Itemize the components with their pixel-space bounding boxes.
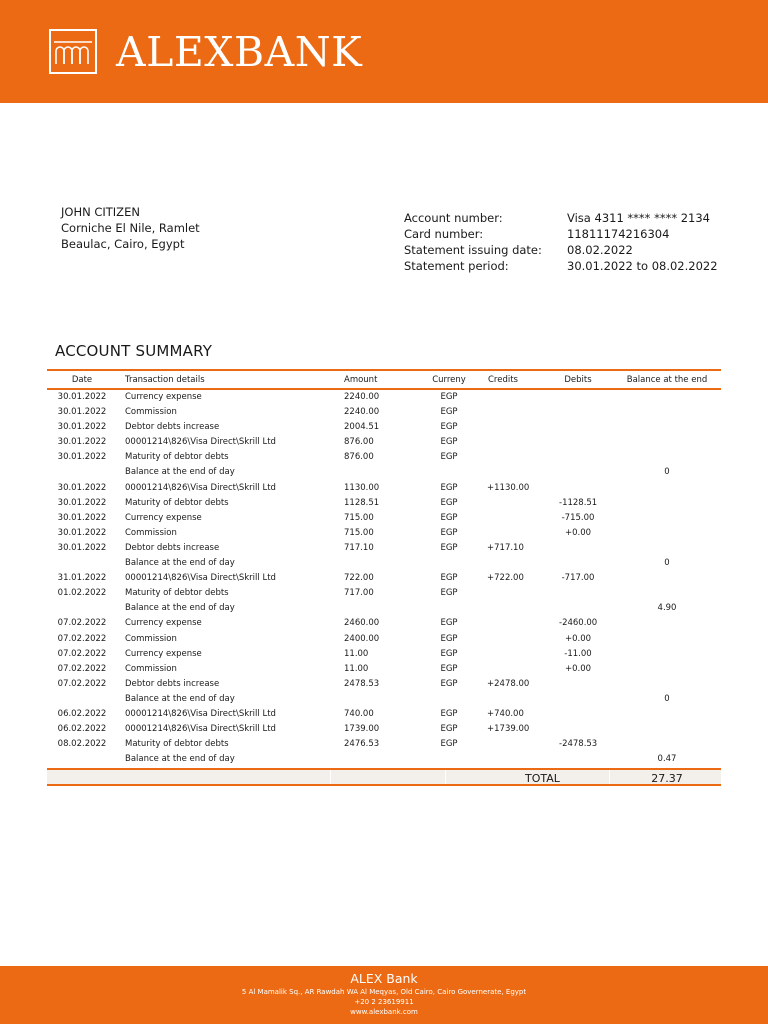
cell-currency: EGP <box>440 512 458 523</box>
cell-details: Maturity of debtor debts <box>125 452 229 463</box>
cell-debits: -2460.00 <box>559 618 598 629</box>
cell-date: 01.02.2022 <box>57 588 107 599</box>
table-header <box>47 369 721 390</box>
cell-details: Balance at the end of day <box>125 558 235 569</box>
cell-details: Currency expense <box>125 512 202 523</box>
cell-credits: +717.10 <box>487 542 524 553</box>
footer-address: 5 Al Mamalik Sq., AR Rawdah WA Al Meqyas, Old Cairo, Cairo Governerate, Egypt <box>241 988 527 996</box>
cell-currency: EGP <box>440 437 458 448</box>
cell-amount: 715.00 <box>344 512 374 523</box>
table-row <box>47 616 721 631</box>
cell-details: 00001214\826\Visa Direct\Skrill Ltd <box>125 437 276 448</box>
table-row <box>47 737 721 752</box>
table-row <box>47 541 721 556</box>
cell-details: Currency expense <box>125 392 202 402</box>
total-row-divider <box>445 770 446 784</box>
cell-currency: EGP <box>440 542 458 553</box>
cell-date: 30.01.2022 <box>57 422 107 433</box>
cell-credits: +1130.00 <box>487 482 530 493</box>
cell-credits: +740.00 <box>487 708 524 719</box>
column-header-details: Transaction details <box>125 375 205 385</box>
customer-address-line1: Corniche El Nile, Ramlet <box>61 221 200 235</box>
cell-currency: EGP <box>440 648 458 659</box>
cell-currency: EGP <box>440 678 458 689</box>
cell-balance: 0 <box>664 467 670 478</box>
cell-date: 08.02.2022 <box>57 739 107 750</box>
cell-details: Currency expense <box>125 618 202 629</box>
cell-details: Commission <box>125 663 177 674</box>
footer-phone: +20 2 23619911 <box>354 998 414 1006</box>
section-title: ACCOUNT SUMMARY <box>55 342 213 360</box>
cell-currency: EGP <box>440 618 458 629</box>
cell-currency: EGP <box>440 392 458 402</box>
account-number-label: Account number: <box>404 211 503 225</box>
cell-currency: EGP <box>440 663 458 674</box>
table-row <box>47 707 721 722</box>
cell-currency: EGP <box>440 573 458 584</box>
cell-currency: EGP <box>440 482 458 493</box>
cell-date: 30.01.2022 <box>57 512 107 523</box>
cell-currency: EGP <box>440 422 458 433</box>
cell-amount: 1130.00 <box>344 482 380 493</box>
total-label: TOTAL <box>525 772 560 786</box>
cell-amount: 715.00 <box>344 527 374 538</box>
cell-debits: -1128.51 <box>559 497 598 508</box>
table-row <box>47 752 721 767</box>
cell-balance: 4.90 <box>657 603 677 614</box>
column-header-date: Date <box>71 375 93 385</box>
cell-date: 30.01.2022 <box>57 482 107 493</box>
cell-debits: -717.00 <box>561 573 595 584</box>
table-row <box>47 405 721 420</box>
cell-amount: 717.10 <box>344 542 374 553</box>
table-row <box>47 692 721 707</box>
cell-details: Maturity of debtor debts <box>125 739 229 750</box>
page-footer <box>0 966 768 1024</box>
issuing-date-row <box>404 242 718 258</box>
cell-date: 30.01.2022 <box>57 452 107 463</box>
cell-currency: EGP <box>440 497 458 508</box>
cell-details: Currency expense <box>125 648 202 659</box>
cell-currency: EGP <box>440 739 458 750</box>
cell-amount: 2004.51 <box>344 422 380 433</box>
cell-amount: 2240.00 <box>344 392 380 402</box>
cell-amount: 876.00 <box>344 437 374 448</box>
column-header-amount: Amount <box>344 375 378 385</box>
customer-name: JOHN CITIZEN <box>61 205 140 219</box>
total-row-divider <box>609 770 610 784</box>
issuing-date-label: Statement issuing date: <box>404 243 542 257</box>
issuing-date-value: 08.02.2022 <box>567 243 633 257</box>
customer-address-line2: Beaulac, Cairo, Egypt <box>61 237 185 251</box>
cell-currency: EGP <box>440 708 458 719</box>
cell-date: 07.02.2022 <box>57 663 107 674</box>
cell-currency: EGP <box>440 633 458 644</box>
table-row <box>47 677 721 692</box>
cell-details: 00001214\826\Visa Direct\Skrill Ltd <box>125 724 276 735</box>
table-row <box>47 465 721 480</box>
bank-arches-logo-icon <box>49 29 97 74</box>
cell-details: Maturity of debtor debts <box>125 588 229 599</box>
cell-amount: 2240.00 <box>344 407 380 418</box>
table-row <box>47 496 721 511</box>
account-number-row <box>404 210 718 226</box>
table-row <box>47 435 721 450</box>
cell-amount: 740.00 <box>344 708 374 719</box>
cell-date: 30.01.2022 <box>57 392 107 402</box>
column-header-credits: Credits <box>488 375 518 385</box>
account-info-block <box>404 210 718 274</box>
table-row <box>47 481 721 496</box>
cell-debits: +0.00 <box>564 633 592 644</box>
cell-amount: 2478.53 <box>344 678 380 689</box>
statement-period-row <box>404 258 718 274</box>
cell-amount: 11.00 <box>344 648 369 659</box>
column-header-balance: Balance at the end <box>626 375 708 385</box>
statement-period-value: 30.01.2022 to 08.02.2022 <box>567 259 718 273</box>
cell-amount: 722.00 <box>344 573 374 584</box>
cell-date: 07.02.2022 <box>57 678 107 689</box>
footer-website[interactable]: www.alexbank.com <box>350 1008 418 1016</box>
cell-details: Commission <box>125 407 177 418</box>
cell-debits: +0.00 <box>564 527 592 538</box>
cell-details: Balance at the end of day <box>125 603 235 614</box>
cell-amount: 717.00 <box>344 588 374 599</box>
transactions-table <box>47 369 721 786</box>
total-row-divider <box>330 770 331 784</box>
table-row <box>47 526 721 541</box>
cell-currency: EGP <box>440 407 458 418</box>
card-number-value: 11811174216304 <box>567 227 670 241</box>
cell-currency: EGP <box>440 588 458 599</box>
table-row <box>47 420 721 435</box>
cell-credits: +1739.00 <box>487 724 530 735</box>
cell-currency: EGP <box>440 527 458 538</box>
card-number-row <box>404 226 718 242</box>
cell-date: 07.02.2022 <box>57 618 107 629</box>
cell-debits: +0.00 <box>564 663 592 674</box>
page-header <box>0 0 768 103</box>
cell-date: 30.01.2022 <box>57 542 107 553</box>
brand-name: ALEXBANK <box>116 28 363 76</box>
cell-amount: 2400.00 <box>344 633 380 644</box>
table-row <box>47 586 721 601</box>
cell-amount: 2460.00 <box>344 618 380 629</box>
cell-debits: -11.00 <box>564 648 592 659</box>
cell-credits: +2478.00 <box>487 678 530 689</box>
table-row <box>47 601 721 616</box>
cell-details: Maturity of debtor debts <box>125 497 229 508</box>
cell-currency: EGP <box>440 452 458 463</box>
cell-date: 06.02.2022 <box>57 724 107 735</box>
cell-date: 30.01.2022 <box>57 437 107 448</box>
cell-debits: -715.00 <box>561 512 595 523</box>
statement-period-label: Statement period: <box>404 259 509 273</box>
total-row <box>47 768 721 786</box>
cell-amount: 1128.51 <box>344 497 380 508</box>
cell-balance: 0.47 <box>657 754 677 765</box>
table-row <box>47 511 721 526</box>
column-header-currency: Curreny <box>432 375 466 385</box>
cell-date: 07.02.2022 <box>57 633 107 644</box>
cell-currency: EGP <box>440 724 458 735</box>
table-row <box>47 722 721 737</box>
cell-details: 00001214\826\Visa Direct\Skrill Ltd <box>125 573 276 584</box>
cell-details: Commission <box>125 633 177 644</box>
cell-credits: +722.00 <box>487 573 524 584</box>
table-row <box>47 662 721 677</box>
table-row <box>47 647 721 662</box>
customer-address-block <box>61 204 200 252</box>
cell-date: 31.01.2022 <box>57 573 107 584</box>
cell-details: Balance at the end of day <box>125 693 235 704</box>
table-row <box>47 390 721 405</box>
cell-balance: 0 <box>664 693 670 704</box>
cell-details: Debtor debts increase <box>125 542 220 553</box>
table-row <box>47 556 721 571</box>
cell-date: 30.01.2022 <box>57 407 107 418</box>
cell-date: 30.01.2022 <box>57 497 107 508</box>
cell-amount: 2476.53 <box>344 739 380 750</box>
table-row <box>47 632 721 647</box>
footer-bank-name: ALEX Bank <box>350 971 418 986</box>
cell-details: Balance at the end of day <box>125 467 235 478</box>
cell-details: Commission <box>125 527 177 538</box>
column-header-debits: Debits <box>564 375 592 385</box>
card-number-label: Card number: <box>404 227 484 241</box>
table-body <box>47 390 721 767</box>
cell-details: Debtor debts increase <box>125 678 220 689</box>
cell-date: 06.02.2022 <box>57 708 107 719</box>
table-row <box>47 450 721 465</box>
cell-amount: 11.00 <box>344 663 369 674</box>
cell-details: 00001214\826\Visa Direct\Skrill Ltd <box>125 708 276 719</box>
cell-date: 30.01.2022 <box>57 527 107 538</box>
cell-balance: 0 <box>664 558 670 569</box>
cell-details: Balance at the end of day <box>125 754 235 765</box>
account-number-value: Visa 4311 **** **** 2134 <box>567 211 711 225</box>
cell-debits: -2478.53 <box>559 739 598 750</box>
total-value: 27.37 <box>651 772 683 786</box>
table-row <box>47 571 721 586</box>
cell-details: Debtor debts increase <box>125 422 220 433</box>
cell-details: 00001214\826\Visa Direct\Skrill Ltd <box>125 482 276 493</box>
cell-date: 07.02.2022 <box>57 648 107 659</box>
cell-amount: 1739.00 <box>344 724 380 735</box>
cell-amount: 876.00 <box>344 452 374 463</box>
